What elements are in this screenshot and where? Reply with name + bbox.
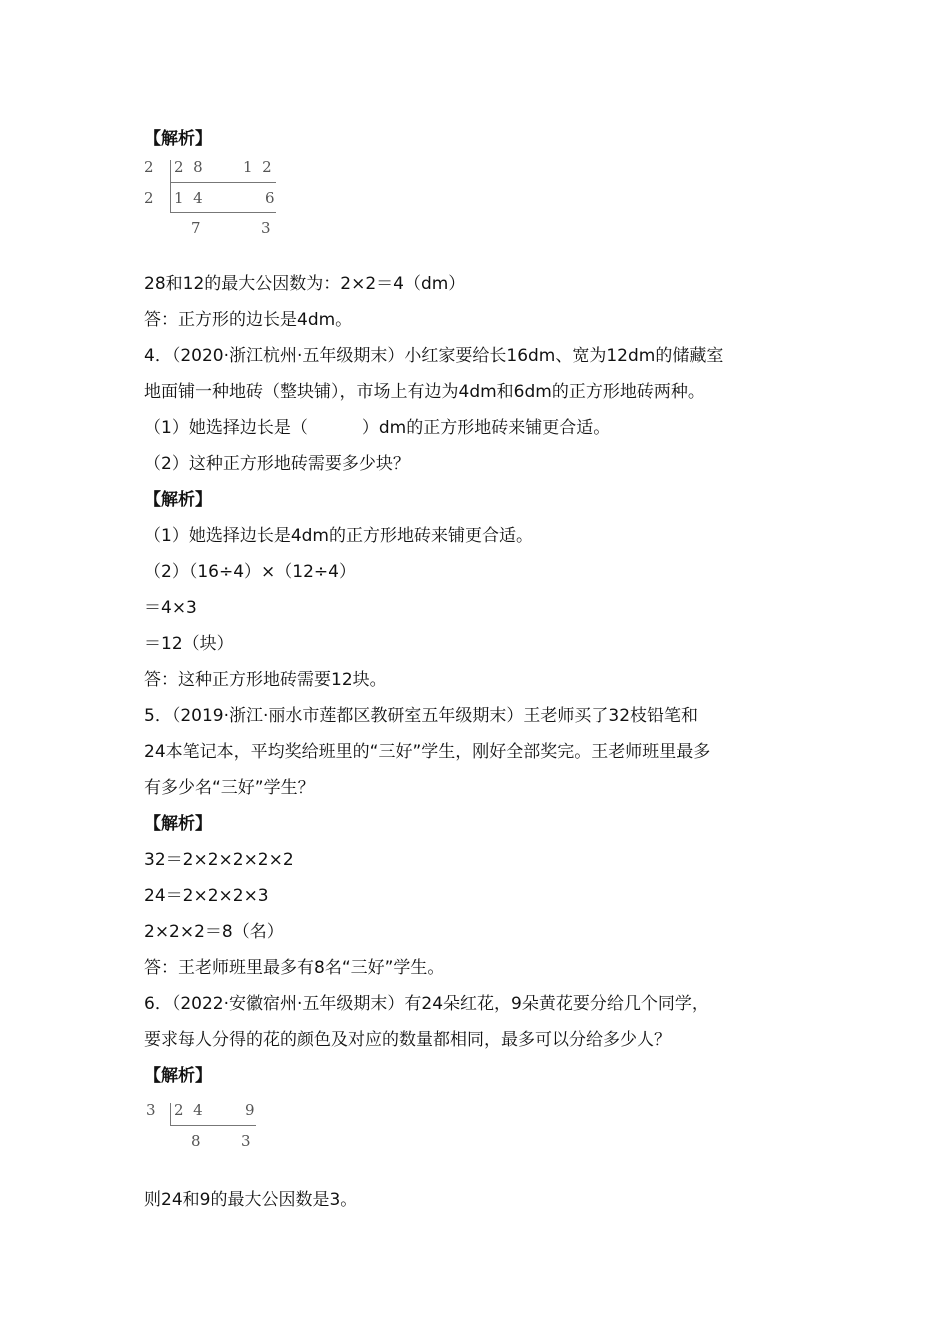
question-5-line1: 5．（2019·浙江·丽水市莲都区教研室五年级期末）王老师买了32枝铅笔和 [144, 706, 699, 726]
question-6-line1: 6．（2022·安徽宿州·五年级期末）有24朵红花，9朵黄花要分给几个同学， [144, 994, 709, 1014]
conclusion: 则24和9的最大公因数是3。 [144, 1190, 358, 1210]
solution-heading: 【解析】 [144, 129, 212, 149]
dividend: 9 [245, 1101, 255, 1119]
question-6-line2: 要求每人分得的花的颜色及对应的数量都相同，最多可以分给多少人？ [144, 1030, 671, 1050]
question-5-line3: 有多少名“三好”学生？ [144, 778, 315, 798]
quotient: 6 [265, 189, 275, 207]
quotient: 1 4 [174, 189, 203, 207]
answer: 答：王老师班里最多有8名“三好”学生。 [144, 958, 445, 978]
solution-heading: 【解析】 [144, 1066, 212, 1086]
remainder-quotient: 3 [261, 219, 271, 237]
dividend: 1 2 [243, 158, 272, 176]
question-4-line2: 地面铺一种地砖（整块铺），市场上有边为4dm和6dm的正方形地砖两种。 [144, 382, 705, 402]
solution-line: 24＝2×2×2×3 [144, 886, 269, 906]
solution-heading: 【解析】 [144, 490, 212, 510]
gcd-result: 28和12的最大公因数为：2×2＝4（dm） [144, 274, 466, 294]
solution-line: （1）她选择边长是4dm的正方形地砖来铺更合适。 [144, 526, 533, 546]
dividend: 2 8 [174, 158, 203, 176]
quotient: 8 [191, 1132, 201, 1150]
question-4-sub1: （1）她选择边长是（ ）dm的正方形地砖来铺更合适。 [144, 418, 611, 438]
quotient: 3 [241, 1132, 251, 1150]
solution-line: ＝4×3 [144, 598, 197, 618]
dividend: 2 4 [174, 1101, 203, 1119]
solution-heading: 【解析】 [144, 814, 212, 834]
solution-line: （2）（16÷4）×（12÷4） [144, 562, 356, 582]
answer: 答：这种正方形地砖需要12块。 [144, 670, 387, 690]
question-4-sub2: （2）这种正方形地砖需要多少块？ [144, 454, 410, 474]
question-5-line2: 24本笔记本，平均奖给班里的“三好”学生，刚好全部奖完。王老师班里最多 [144, 742, 711, 762]
solution-line: 2×2×2＝8（名） [144, 922, 284, 942]
question-4-line1: 4．（2020·浙江杭州·五年级期末）小红家要给长16dm、宽为12dm的储藏室 [144, 346, 724, 366]
remainder-quotient: 7 [191, 219, 201, 237]
divisor: 2 [144, 158, 154, 176]
divisor: 3 [146, 1101, 156, 1119]
solution-line: ＝12（块） [144, 634, 234, 654]
answer: 答：正方形的边长是4dm。 [144, 310, 353, 330]
solution-line: 32＝2×2×2×2×2 [144, 850, 294, 870]
divisor: 2 [144, 189, 154, 207]
